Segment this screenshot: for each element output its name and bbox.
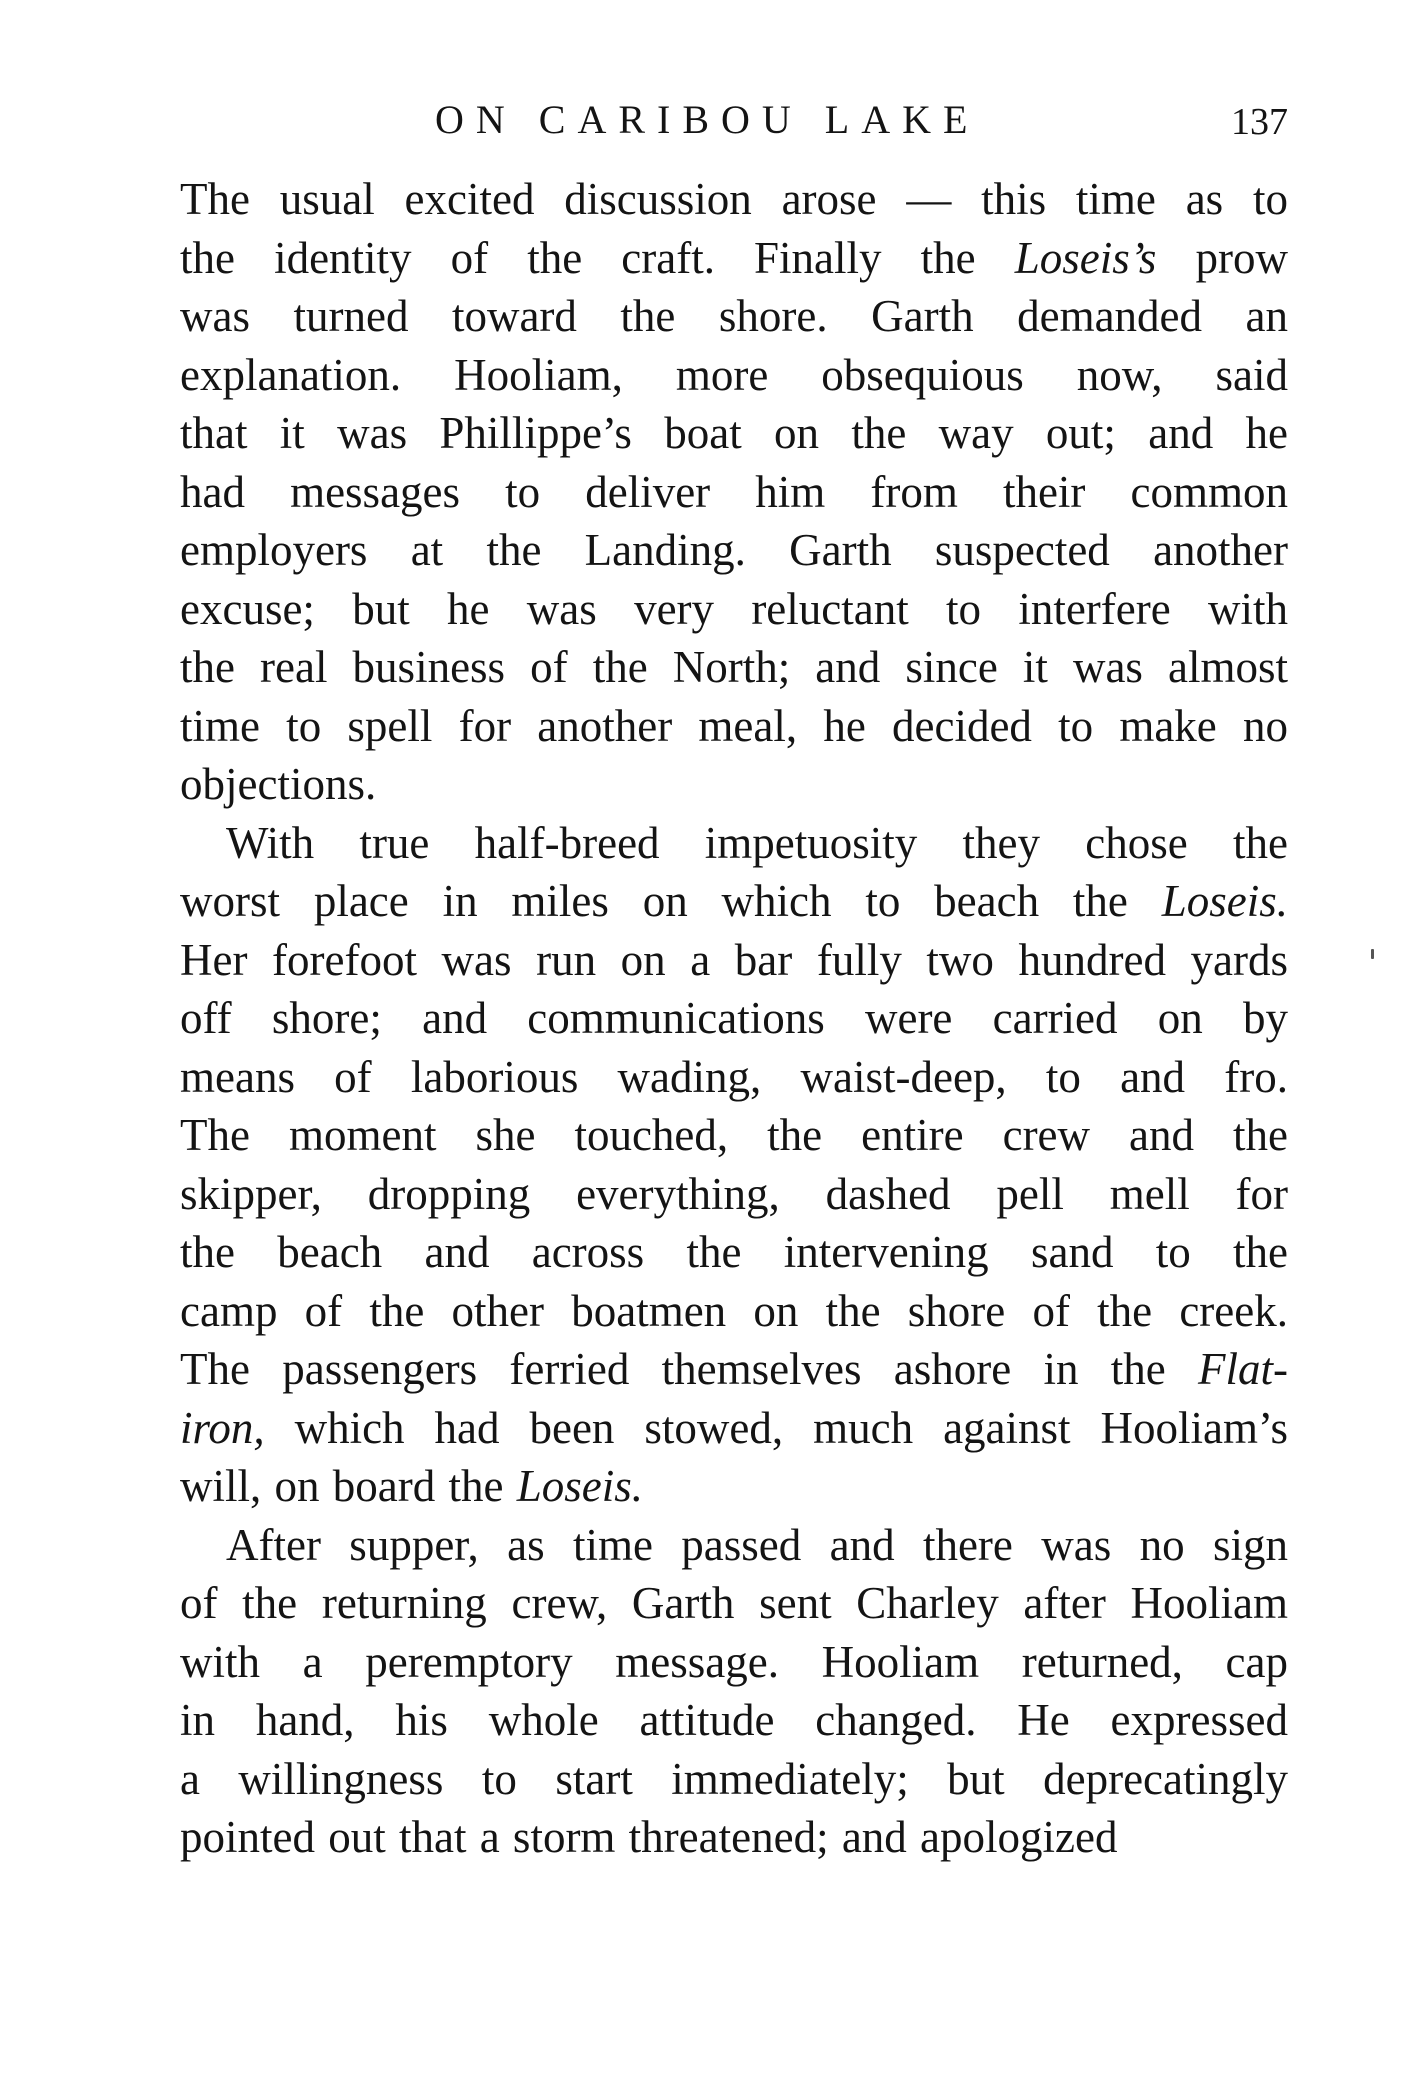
text-run: of the returning crew, Garth sent Charley after Hooliam bbox=[180, 1578, 1288, 1628]
text-run: had messages to deliver him from their common bbox=[180, 466, 1288, 517]
text-run: the beach and across the intervening sand to the bbox=[180, 1227, 1288, 1277]
text-line bbox=[180, 755, 1288, 814]
text-line bbox=[180, 931, 1288, 990]
text-line bbox=[180, 1808, 1288, 1867]
italic-run: iron, bbox=[180, 1402, 265, 1453]
text-run: a willingness to start immediately; but deprecatingly bbox=[180, 1753, 1288, 1804]
text-line bbox=[180, 1633, 1288, 1692]
text-line bbox=[180, 346, 1288, 405]
text-run: With true half-breed impetuosity they chose the bbox=[226, 817, 1288, 868]
text-line bbox=[180, 404, 1288, 463]
text-run: employers at the Landing. Garth suspected another bbox=[180, 525, 1288, 575]
text-run: objections. bbox=[180, 759, 377, 809]
text-run: the real business of the North; and since it was almost bbox=[180, 642, 1288, 692]
text-line bbox=[180, 1106, 1288, 1165]
text-line bbox=[180, 697, 1288, 756]
text-line bbox=[180, 1165, 1288, 1224]
text-run: off shore; and communications were carried on by bbox=[180, 993, 1288, 1043]
text-line bbox=[180, 170, 1288, 229]
text-line bbox=[180, 287, 1288, 346]
print-speck bbox=[1371, 949, 1374, 959]
text-run: the identity of the craft. Finally the bbox=[180, 232, 1015, 283]
text-run: The moment she touched, the entire crew and the bbox=[180, 1110, 1288, 1160]
paragraph bbox=[180, 814, 1288, 1516]
text-run: excuse; but he was very reluctant to interfere with bbox=[180, 583, 1288, 634]
text-run: will, on board the bbox=[180, 1461, 517, 1511]
text-run: with a peremptory message. Hooliam returned, cap bbox=[180, 1636, 1288, 1687]
text-line bbox=[180, 1340, 1288, 1399]
text-run: After supper, as time passed and there was no sign bbox=[226, 1519, 1288, 1570]
text-line bbox=[180, 1048, 1288, 1107]
italic-run: Loseis. bbox=[1161, 876, 1288, 926]
text-line bbox=[180, 580, 1288, 639]
text-line bbox=[180, 638, 1288, 697]
text-run: that it was Phillippe’s boat on the way out; and he bbox=[180, 408, 1288, 458]
text-run: was turned toward the shore. Garth demanded an bbox=[180, 291, 1288, 341]
italic-run: Flat- bbox=[1198, 1344, 1288, 1394]
text-line bbox=[180, 1399, 1288, 1458]
text-run: prow bbox=[1156, 232, 1288, 283]
page-header bbox=[180, 92, 1288, 152]
text-run: The usual excited discussion arose — this time as to bbox=[180, 174, 1288, 224]
text-run: The passengers ferried themselves ashore in the bbox=[180, 1344, 1199, 1394]
body-text bbox=[180, 170, 1288, 1867]
text-line bbox=[180, 814, 1288, 873]
text-line bbox=[180, 1516, 1288, 1575]
text-run: explanation. Hooliam, more obsequious now, said bbox=[180, 349, 1288, 400]
text-run: worst place in miles on which to beach the bbox=[180, 876, 1162, 926]
text-line bbox=[180, 1223, 1288, 1282]
text-line bbox=[180, 463, 1288, 522]
text-line bbox=[180, 521, 1288, 580]
text-line bbox=[180, 989, 1288, 1048]
italic-run: Loseis. bbox=[516, 1461, 643, 1511]
text-run: camp of the other boatmen on the shore of the creek. bbox=[180, 1285, 1288, 1336]
text-line bbox=[180, 1574, 1288, 1633]
text-run: means of laborious wading, waist-deep, to and fro. bbox=[180, 1051, 1288, 1102]
text-line bbox=[180, 872, 1288, 931]
text-line bbox=[180, 1282, 1288, 1341]
running-title: ON CARIBOU LAKE bbox=[435, 97, 980, 142]
text-line bbox=[180, 229, 1288, 288]
text-run: skipper, dropping everything, dashed pell mell for bbox=[180, 1168, 1288, 1219]
italic-run: Loseis’s bbox=[1014, 232, 1157, 283]
paragraph bbox=[180, 170, 1288, 814]
text-run: in hand, his whole attitude changed. He expressed bbox=[180, 1695, 1288, 1745]
text-line bbox=[180, 1691, 1288, 1750]
paragraph bbox=[180, 1516, 1288, 1867]
text-run: Her forefoot was run on a bar fully two hundred yards bbox=[180, 934, 1288, 985]
text-run: pointed out that a storm threatened; and apologized bbox=[180, 1812, 1118, 1862]
text-line bbox=[180, 1457, 1288, 1516]
text-run: which had been stowed, much against Hooliam’s bbox=[264, 1402, 1288, 1453]
text-line bbox=[180, 1750, 1288, 1809]
text-run: time to spell for another meal, he decided to make no bbox=[180, 700, 1288, 751]
page-number: 137 bbox=[1231, 101, 1288, 143]
